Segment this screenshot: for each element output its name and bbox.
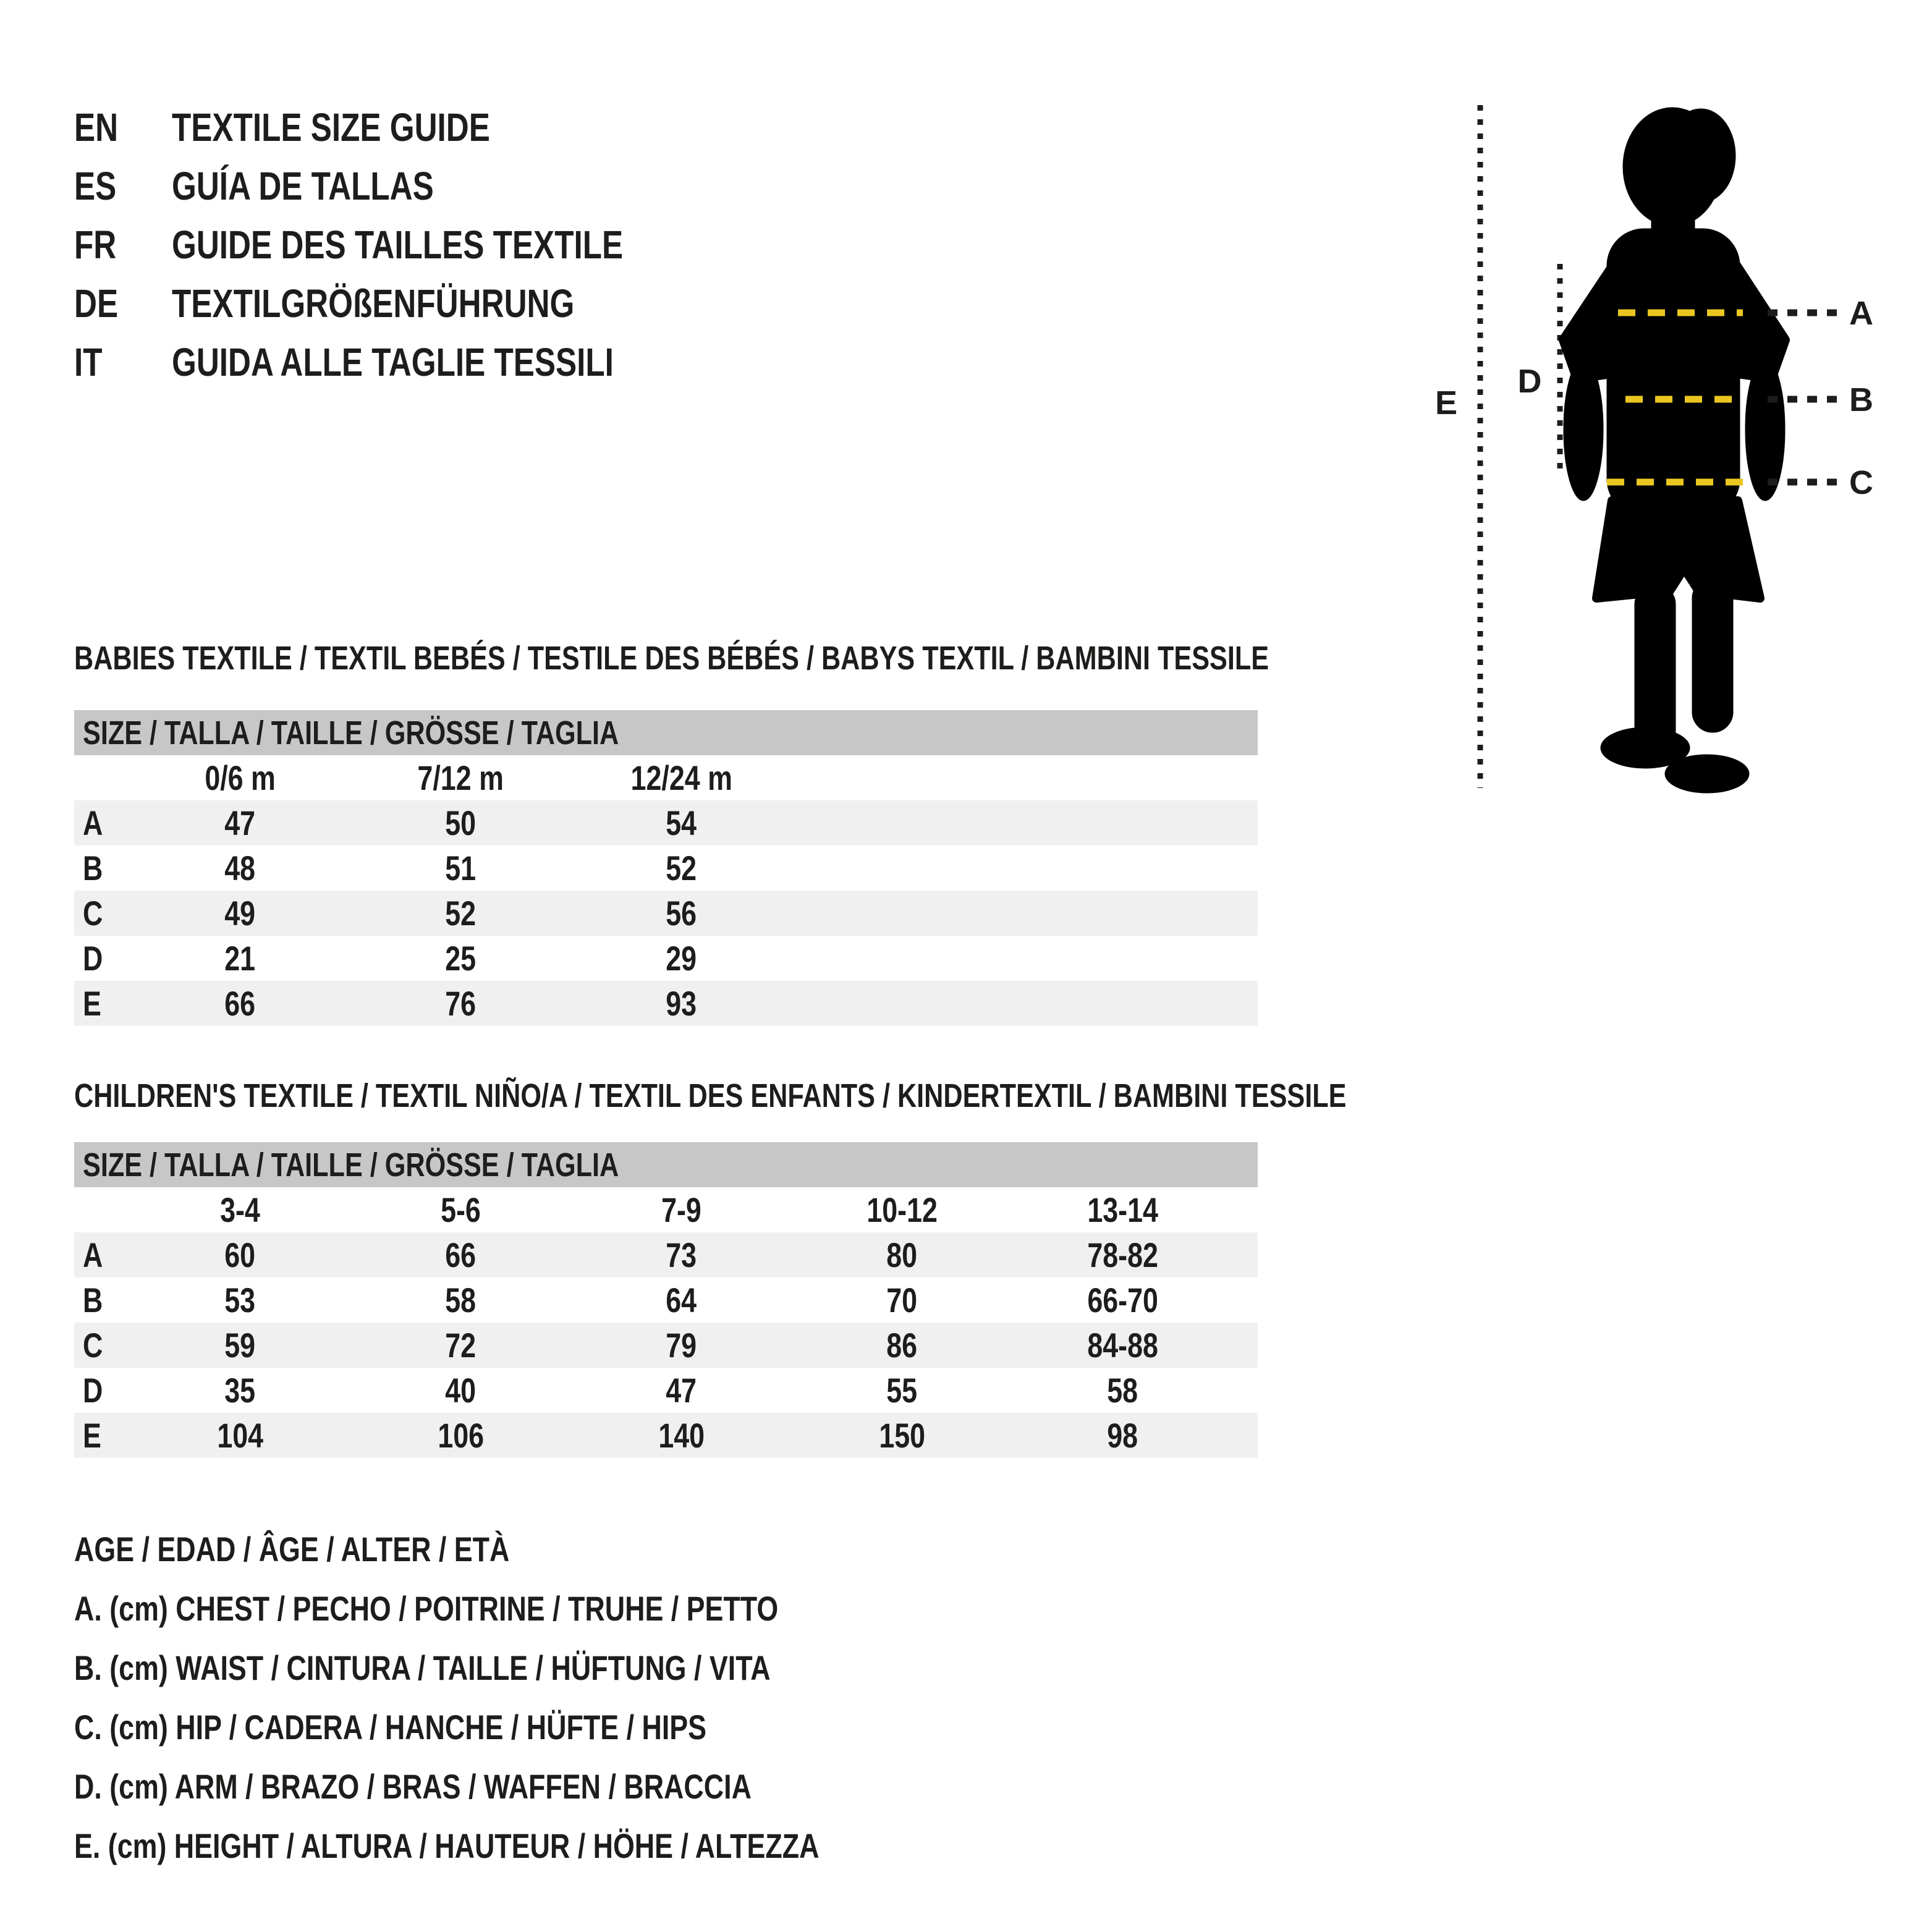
column-header: 7-9: [661, 1190, 701, 1229]
size-cell: 52: [445, 894, 477, 933]
legend-text: B. (cm) WAIST / CINTURA / TAILLE / HÜFTUNG / VITA: [74, 1648, 771, 1687]
language-code: EN: [74, 104, 119, 150]
size-cell: 78-82: [1087, 1235, 1158, 1274]
legend-line-arm: [74, 1756, 1006, 1816]
column-header: 7/12 m: [417, 758, 504, 797]
legend-line-hip: [74, 1697, 1006, 1756]
legend-text: AGE / EDAD / ÂGE / ALTER / ETÀ: [74, 1529, 510, 1569]
legend-text: A. (cm) CHEST / PECHO / POITRINE / TRUHE / PETTO: [74, 1588, 779, 1628]
row-label: D: [83, 939, 103, 978]
row-label: D: [83, 1371, 103, 1410]
row-label: B: [83, 849, 103, 888]
silhouette-right-arm: [1745, 358, 1785, 501]
size-cell: 84-88: [1087, 1326, 1158, 1365]
size-cell: 53: [224, 1281, 256, 1320]
legend-text: E. (cm) HEIGHT / ALTURA / HAUTEUR / HÖHE / ALTEZZA: [74, 1826, 820, 1865]
table-row: [74, 1323, 1258, 1368]
size-cell: 29: [666, 939, 697, 978]
size-cell: 106: [438, 1416, 484, 1455]
size-cell: 73: [666, 1235, 697, 1274]
size-cell: 58: [445, 1281, 477, 1320]
size-cell: 51: [445, 849, 477, 888]
table-row: [74, 1368, 1258, 1413]
size-cell: 35: [224, 1371, 256, 1410]
children-column-header-row: [74, 1187, 1258, 1232]
size-cell: 64: [666, 1281, 697, 1320]
children-table-header-text: SIZE / TALLA / TAILLE / GRÖSSE / TAGLIA: [83, 1146, 619, 1184]
silhouette-left-leg: [1635, 584, 1676, 751]
size-cell: 25: [445, 939, 477, 978]
size-cell: 54: [666, 803, 697, 842]
size-cell: 56: [666, 894, 697, 933]
table-row: [74, 1277, 1258, 1323]
size-cell: 47: [666, 1371, 697, 1410]
row-label: E: [83, 1416, 101, 1455]
size-cell: 59: [224, 1326, 256, 1365]
size-cell: 47: [224, 803, 256, 842]
legend-line-age: [74, 1519, 1006, 1578]
size-cell: 72: [445, 1326, 477, 1365]
row-label: A: [83, 1235, 103, 1274]
table-row: [74, 1232, 1258, 1277]
label-D: D: [1517, 363, 1542, 400]
label-A: A: [1849, 295, 1873, 332]
language-code: IT: [74, 339, 103, 384]
column-header: 3-4: [220, 1190, 260, 1229]
babies-section-title-text: BABIES TEXTILE / TEXTIL BEBÉS / TESTILE DES BÉBÉS / BABYS TEXTIL / BAMBINI TESSILE: [74, 640, 1269, 677]
size-cell: 70: [886, 1281, 918, 1320]
table-row: [74, 1413, 1258, 1458]
language-code: DE: [74, 281, 119, 326]
silhouette-hair: [1666, 109, 1735, 203]
row-label: A: [83, 803, 103, 842]
silhouette-shorts: [1596, 501, 1760, 598]
size-cell: 55: [886, 1371, 918, 1410]
size-cell: 52: [666, 849, 697, 888]
size-cell: 48: [224, 849, 256, 888]
language-row: [74, 274, 736, 333]
babies-table-header-bar: [74, 710, 1258, 755]
language-title: TEXTILGRÖßENFÜHRUNG: [172, 281, 575, 326]
silhouette-right-leg: [1692, 578, 1733, 732]
size-cell: 49: [224, 894, 256, 933]
legend-line-chest: [74, 1578, 1006, 1638]
silhouette-right-shoe: [1665, 755, 1749, 793]
language-title: GUÍA DE TALLAS: [172, 163, 434, 208]
legend-line-waist: [74, 1638, 1006, 1697]
table-row: [74, 845, 1258, 891]
language-row: [74, 98, 736, 156]
babies-column-header-row: [74, 755, 1258, 800]
size-cell: 98: [1107, 1416, 1138, 1455]
language-title: GUIDE DES TAILLES TEXTILE: [172, 222, 624, 267]
measurement-legend: [74, 1519, 1006, 1875]
size-cell: 66: [445, 1235, 477, 1274]
children-size-table: [74, 1142, 1258, 1458]
silhouette-left-arm: [1564, 358, 1603, 501]
column-header: 12/24 m: [630, 758, 732, 797]
row-label: E: [83, 984, 101, 1023]
babies-section-title: [74, 637, 1567, 680]
table-row: [74, 981, 1258, 1026]
label-B: B: [1849, 381, 1873, 418]
column-header: 10-12: [866, 1190, 938, 1229]
silhouette-left-sleeve: [1564, 238, 1632, 378]
size-cell: 79: [666, 1326, 697, 1365]
label-E: E: [1434, 384, 1458, 422]
table-row: [74, 800, 1258, 845]
column-header: 13-14: [1087, 1190, 1158, 1229]
language-title: TEXTILE SIZE GUIDE: [172, 104, 490, 150]
size-cell: 93: [666, 984, 697, 1023]
table-row: [74, 891, 1258, 936]
label-C: C: [1849, 464, 1873, 501]
language-title: GUIDA ALLE TAGLIE TESSILI: [172, 339, 614, 384]
size-cell: 66: [224, 984, 256, 1023]
language-row: [74, 156, 736, 215]
size-cell: 60: [224, 1235, 256, 1274]
language-code: FR: [74, 222, 117, 267]
children-section-title: [74, 1074, 1664, 1117]
size-cell: 104: [217, 1416, 263, 1455]
language-row: [74, 333, 736, 391]
legend-line-height: [74, 1816, 1006, 1875]
size-cell: 140: [658, 1416, 705, 1455]
legend-text: C. (cm) HIP / CADERA / HANCHE / HÜFTE / HIPS: [74, 1707, 707, 1747]
size-cell: 86: [886, 1326, 918, 1365]
size-cell: 40: [445, 1371, 477, 1410]
language-title-list: [74, 98, 736, 391]
table-row: [74, 936, 1258, 981]
size-cell: 58: [1107, 1371, 1138, 1410]
size-cell: 50: [445, 803, 477, 842]
babies-table-header-text: SIZE / TALLA / TAILLE / GRÖSSE / TAGLIA: [83, 714, 619, 752]
children-section-title-text: CHILDREN'S TEXTILE / TEXTIL NIÑO/A / TEXTIL DES ENFANTS / KINDERTEXTIL / BAMBINI TESSILE: [74, 1077, 1347, 1114]
babies-size-table: [74, 710, 1258, 1026]
language-row: [74, 215, 736, 274]
child-silhouette: [1564, 108, 1785, 793]
size-cell: 150: [879, 1416, 925, 1455]
children-table-header-bar: [74, 1142, 1258, 1187]
row-label: C: [83, 1326, 103, 1365]
language-code: ES: [74, 163, 117, 208]
silhouette-right-sleeve: [1718, 238, 1785, 378]
size-cell: 66-70: [1087, 1281, 1158, 1320]
size-cell: 76: [445, 984, 477, 1023]
column-header: 5-6: [441, 1190, 481, 1229]
column-header: 0/6 m: [205, 758, 276, 797]
size-cell: 80: [886, 1235, 918, 1274]
legend-text: D. (cm) ARM / BRAZO / BRAS / WAFFEN / BRACCIA: [74, 1766, 752, 1806]
measurement-figure: [1421, 80, 1932, 853]
size-cell: 21: [224, 939, 256, 978]
row-label: C: [83, 894, 103, 933]
row-label: B: [83, 1281, 103, 1320]
